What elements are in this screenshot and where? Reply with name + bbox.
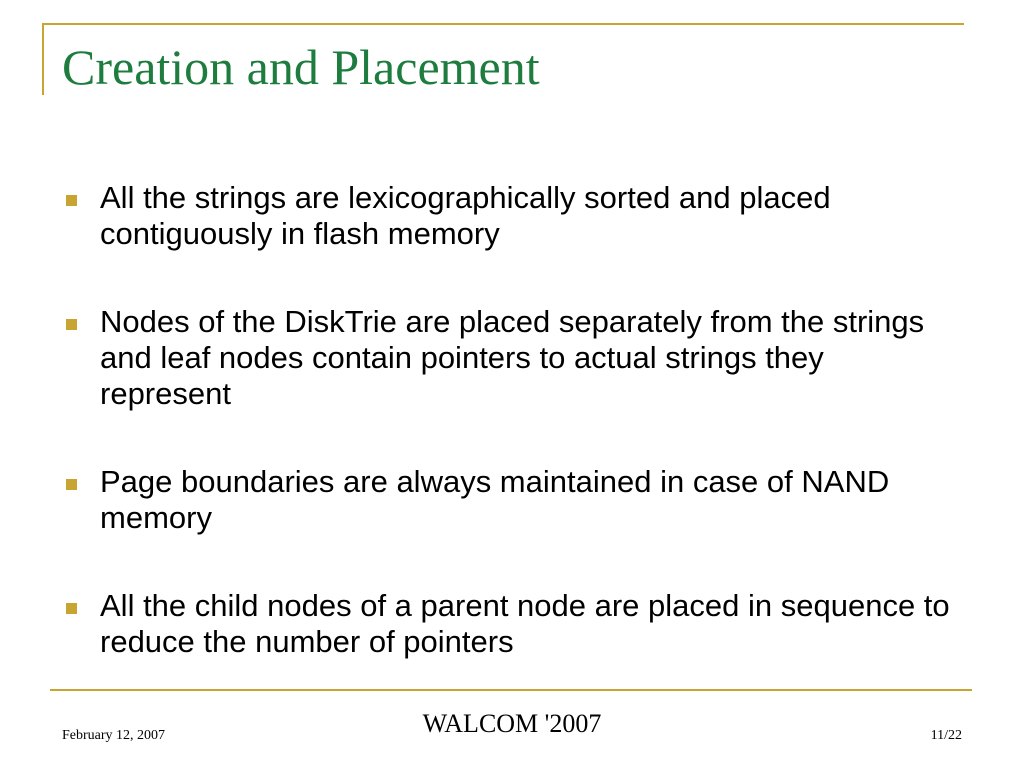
bullet-text: All the child nodes of a parent node are placed in sequence to reduce the number of pointers xyxy=(100,588,950,659)
title-frame-left-rule xyxy=(42,23,44,95)
square-bullet-icon xyxy=(66,319,77,330)
slide-title: Creation and Placement xyxy=(62,39,540,95)
bullet-item xyxy=(62,180,962,252)
bullet-item xyxy=(62,588,962,660)
square-bullet-icon xyxy=(66,603,77,614)
square-bullet-icon xyxy=(66,195,77,206)
bullet-item xyxy=(62,464,962,536)
bullet-text: Page boundaries are always maintained in case of NAND memory xyxy=(100,464,890,535)
bullet-text: All the strings are lexicographically sorted and placed contiguously in flash memory xyxy=(100,180,831,251)
square-bullet-icon xyxy=(66,479,77,490)
title-frame-top-rule xyxy=(42,23,964,25)
footer-conference: WALCOM '2007 xyxy=(422,709,602,738)
bullet-list xyxy=(62,180,962,660)
bullet-text: Nodes of the DiskTrie are placed separately from the strings and leaf nodes contain pointers to actual strings they represent xyxy=(100,304,925,411)
footer-page-number: 11/22 xyxy=(930,728,962,743)
footer-rule xyxy=(50,689,972,691)
bullet-item xyxy=(62,304,962,412)
footer-date: February 12, 2007 xyxy=(62,728,166,743)
